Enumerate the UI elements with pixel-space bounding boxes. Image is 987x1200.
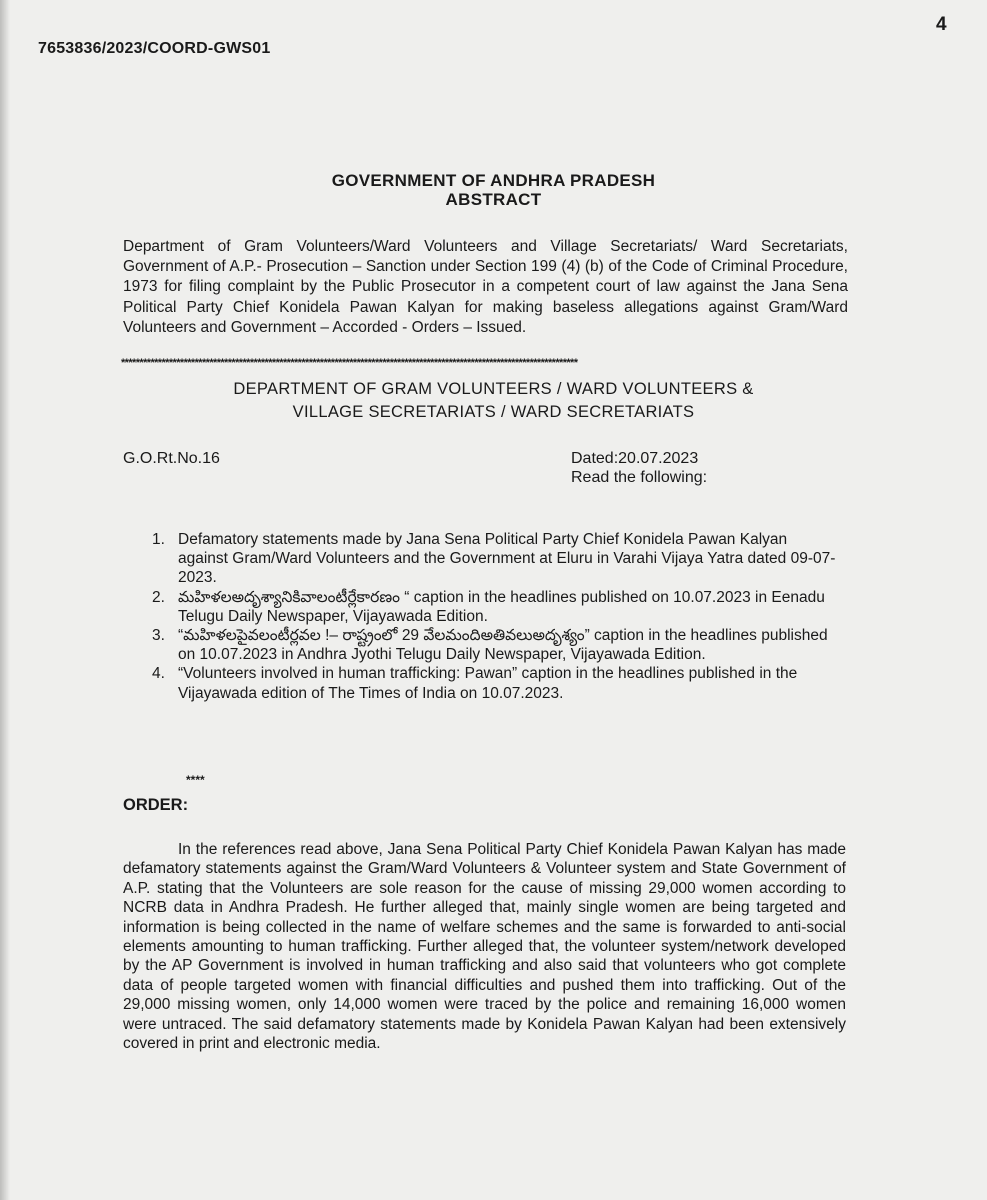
government-title: GOVERNMENT OF ANDHRA PRADESH (331, 171, 656, 190)
department-title-line-1: DEPARTMENT OF GRAM VOLUNTEERS / WARD VOLUNTEERS & (233, 380, 754, 398)
reference-number: 1. (152, 531, 165, 548)
reference-number: 3. (152, 627, 165, 645)
read-following-label: Read the following: (571, 469, 708, 486)
reference-text: Defamatory statements made by Jana Sena Political Party Chief Konidela Pawan Kalyan against Gram/Ward Volunteers and the Government at Eluru in Varahi Vijaya Yatra dated 09-07-2023. (178, 531, 836, 587)
reference-item (140, 626, 840, 664)
go-number: G.O.Rt.No.16 (123, 450, 220, 467)
reference-text: “Volunteers involved in human trafficking: Pawan” caption in the headlines published in the Vijayawada edition of The Times of India on 10.07.2023. (178, 665, 798, 702)
order-paragraph: In the references read above, Jana Sena Political Party Chief Konidela Pawan Kalyan has made defamatory statements against the Gram/Ward Volunteers & Volunteer system and State Government of A.P. stating that the Volunteers are sole reason for the cause of missing 29,000 women according to NCRB data in Andhra Pradesh. He further alleged that, mainly single women are being targeted and information is being collected in the name of welfare schemes and the same is forwarded to anti-social elements amounting to human trafficking. Further alleged that, the volunteer system/network developed by the AP Government is involved in human trafficking and also said that volunteers who got complete data of people targeted women with financial difficulties and pushed them into trafficking. Out of the 29,000 missing women, only 14,000 women were traced by the police and remaining 16,000 women were untraced. The said defamatory statements made by Konidela Pawan Kalyan had been extensively covered in print and electronic media. (123, 841, 846, 1053)
reference-number: 2. (152, 588, 165, 606)
reference-item (140, 588, 840, 626)
reference-text: మహిళలఅదృశ్యానికివాలంటీర్లేకారణం “ caption in the headlines published on 10.07.2023 in Eenadu Telugu Daily Newspaper, Vijayawada Edition. (178, 588, 825, 625)
section-stars: **** (186, 773, 205, 787)
reference-text: “మహిళలపైవలంటీర్లవల !– రాష్ట్రంలో 29 వేలమందిఅతివలుఅదృశ్యం” caption in the headlines published on 10.07.2023 in Andhra Jyothi Telugu Daily Newspaper, Vijayawada Edition. (178, 627, 828, 664)
page-number: 4 (936, 14, 947, 35)
department-title-line-2: VILLAGE SECRETARIATS / WARD SECRETARIATS (292, 403, 695, 421)
go-date: Dated:20.07.2023 (571, 450, 699, 467)
file-reference: 7653836/2023/COORD-GWS01 (38, 40, 271, 57)
order-heading: ORDER: (123, 796, 189, 814)
abstract-subject: Department of Gram Volunteers/Ward Volunteers and Village Secretariats/ Ward Secretariats, Government of A.P.- Prosecution – Sanction under Section 199 (4) (b) of the Code of Criminal Procedure, 1973 for filing complaint by the Public Prosecutor in a competent court of law against the Jana Sena Political Party Chief Konidela Pawan Kalyan for making baseless allegations against Gram/Ward Volunteers and Government – Accorded - Orders – Issued. (123, 238, 848, 336)
abstract-title: ABSTRACT (445, 190, 542, 209)
reference-item (140, 664, 840, 702)
references-list (140, 530, 840, 703)
star-separator: **************************************************************************************************************************** (121, 357, 578, 369)
reference-number: 4. (152, 665, 165, 683)
reference-item (140, 530, 840, 588)
